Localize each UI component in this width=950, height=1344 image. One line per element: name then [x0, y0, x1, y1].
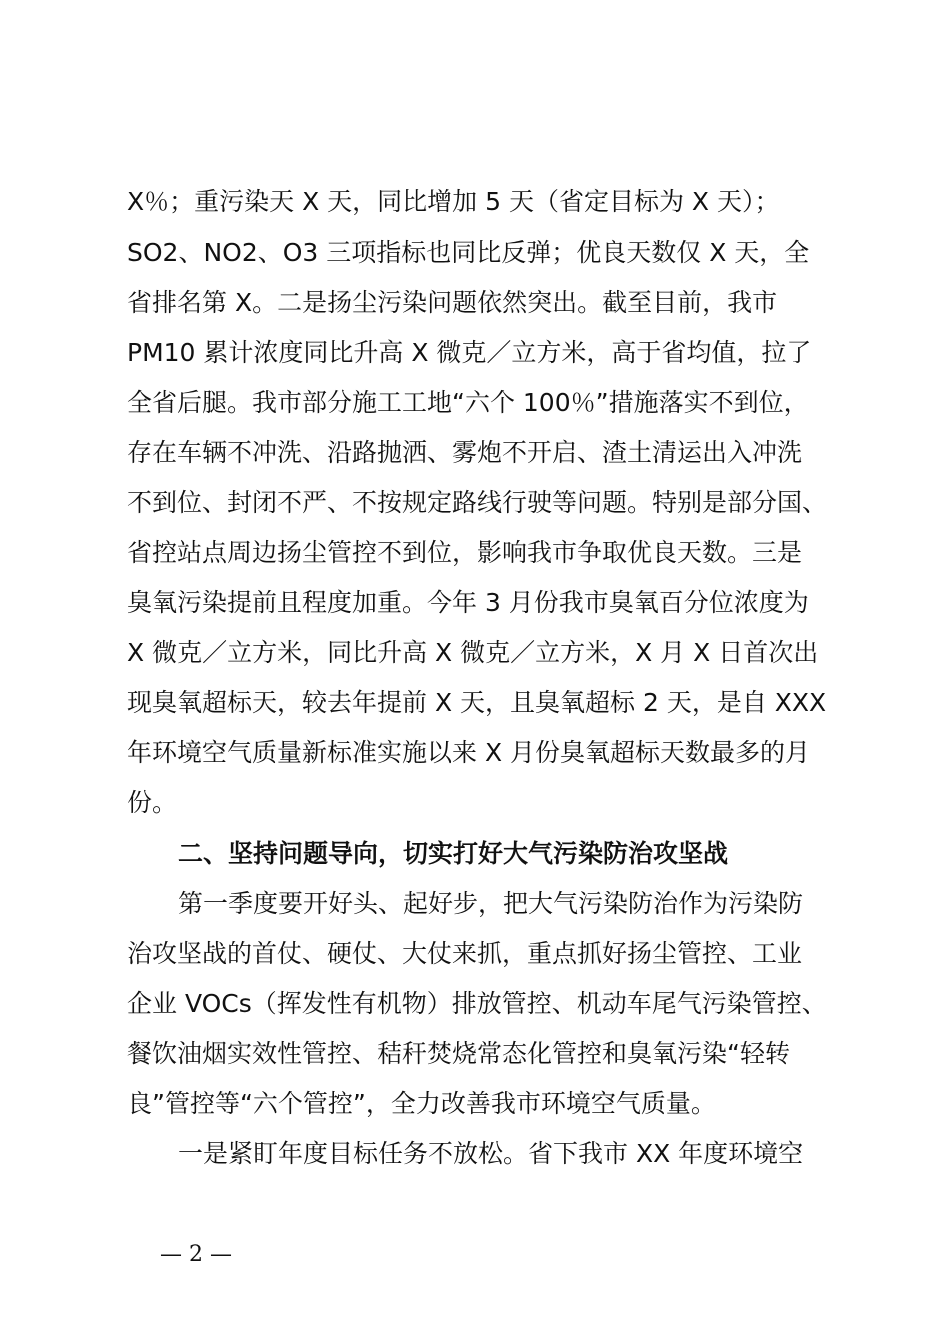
body-text-line: X 微克／立方米，同比升高 X 微克／立方米，X 月 X 日首次出: [127, 638, 819, 667]
body-text-line: 现臭氧超标天，较去年提前 X 天，且臭氧超标 2 天，是自 XXX: [127, 688, 827, 717]
section-heading: 二、坚持问题导向，切实打好大气污染防治攻坚战: [178, 839, 729, 868]
body-text-line: 份。: [127, 788, 178, 817]
body-text-line: 第一季度要开好头、起好步，把大气污染防治作为污染防: [178, 889, 804, 918]
body-text-line: PM10 累计浓度同比升高 X 微克／立方米，高于省均值，拉了: [127, 338, 812, 367]
body-text-line: 全省后腿。我市部分施工工地“六个 100％”措施落实不到位，: [127, 388, 809, 417]
body-text-line: 不到位、封闭不严、不按规定路线行驶等问题。特别是部分国、: [127, 488, 828, 517]
body-text-line: 良”管控等“六个管控”，全力改善我市环境空气质量。: [127, 1089, 716, 1118]
body-text-line: 一是紧盯年度目标任务不放松。省下我市 XX 年度环境空: [178, 1139, 804, 1168]
body-text-line: 臭氧污染提前且程度加重。今年 3 月份我市臭氧百分位浓度为: [127, 588, 809, 617]
body-text-line: 存在车辆不冲洗、沿路抛洒、雾炮不开启、渣土清运出入冲洗: [127, 438, 803, 467]
body-text-line: 省排名第 X。二是扬尘污染问题依然突出。截至目前，我市: [127, 288, 778, 317]
body-text-line: 企业 VOCs（挥发性有机物）排放管控、机动车尾气污染管控、: [127, 989, 827, 1018]
body-text-line: 餐饮油烟实效性管控、秸秆焚烧常态化管控和臭氧污染“轻转: [127, 1039, 790, 1068]
page-number: — 2 —: [160, 1242, 232, 1267]
body-text-line: 省控站点周边扬尘管控不到位，影响我市争取优良天数。三是: [127, 538, 803, 567]
body-text-line: 治攻坚战的首仗、硬仗、大仗来抓，重点抓好扬尘管控、工业: [127, 939, 803, 968]
body-text-line: SO2、NO2、O3 三项指标也同比反弹；优良天数仅 X 天，全: [127, 238, 810, 267]
body-text-line: X％；重污染天 X 天，同比增加 5 天（省定目标为 X 天）；: [127, 187, 780, 216]
body-text-line: 年环境空气质量新标准实施以来 X 月份臭氧超标天数最多的月: [127, 738, 811, 767]
